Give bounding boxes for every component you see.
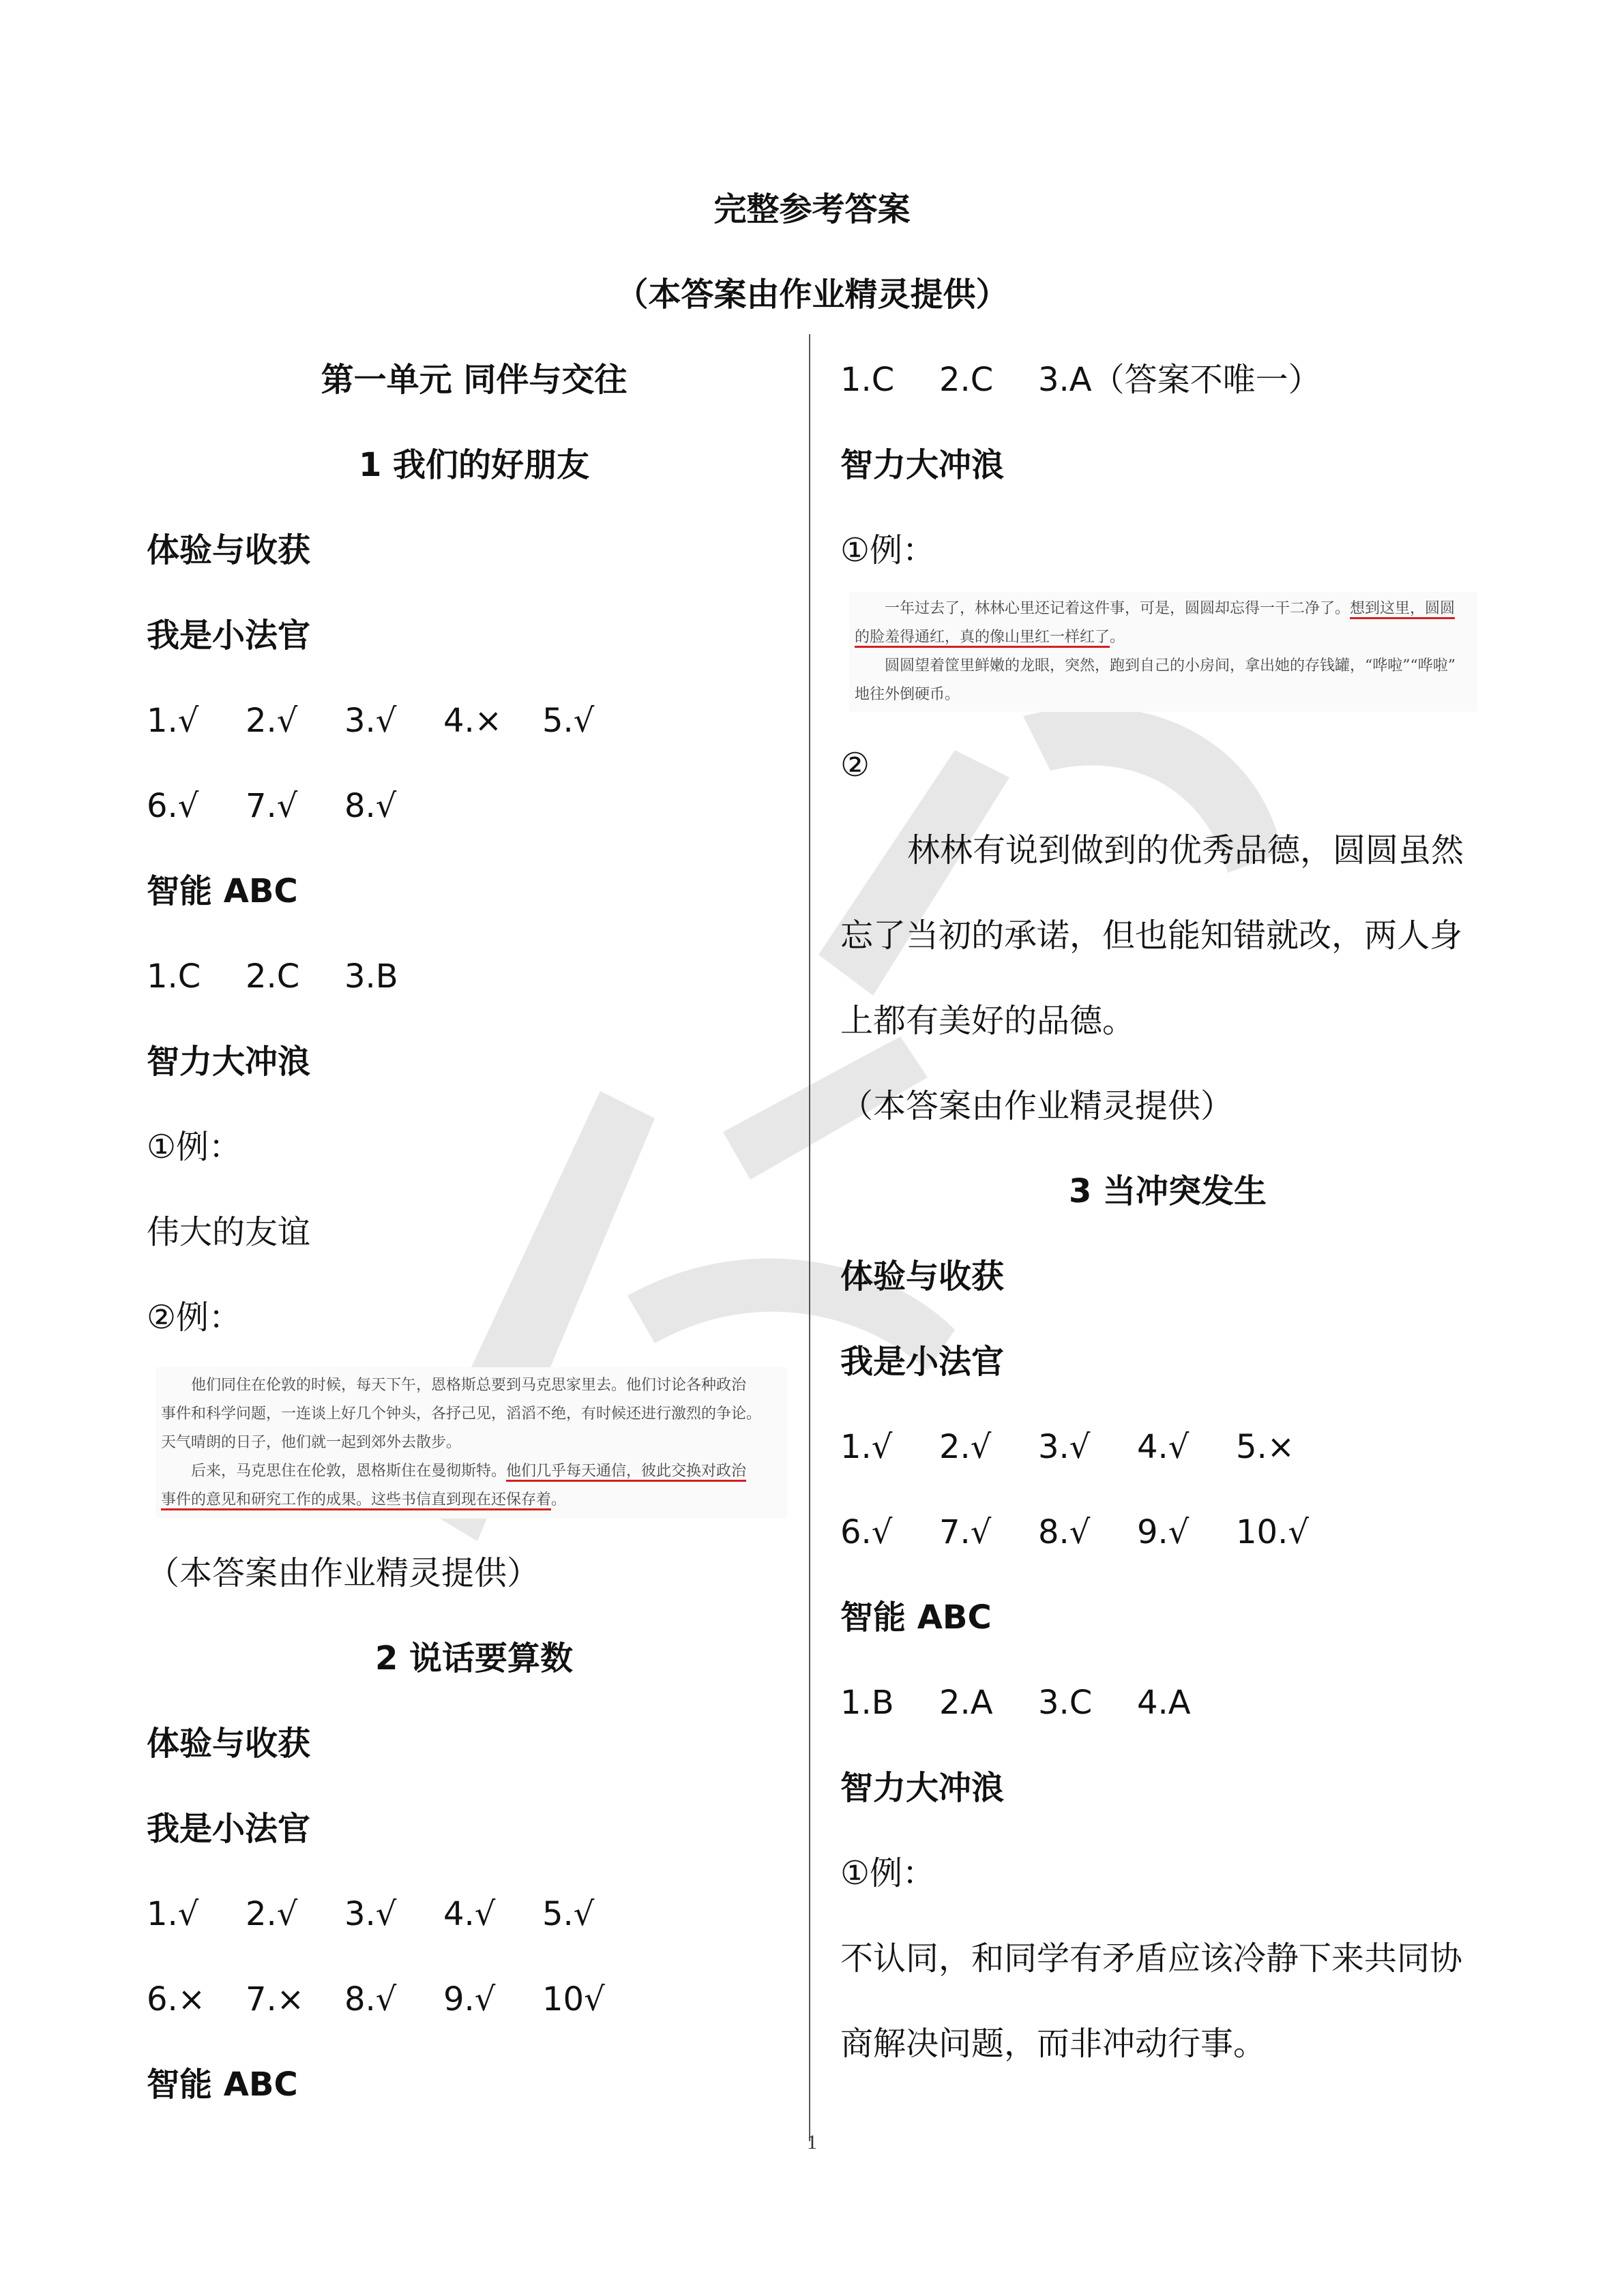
- excerpt-line: 地往外倒硬币。: [855, 686, 960, 703]
- lesson3-abc-title: 智能 ABC: [840, 1598, 992, 1637]
- lesson2-judge-row2: [147, 1978, 801, 2021]
- lesson2-example2-label: ②: [840, 746, 870, 784]
- answer-item: 3.A（答案不唯一）: [1038, 361, 1321, 399]
- page-number: 1: [807, 2131, 817, 2153]
- answer-item: 8.√: [1038, 1513, 1091, 1551]
- lesson1-example1-text: 伟大的友谊: [147, 1213, 311, 1251]
- answer-item: 2.√: [246, 1895, 298, 1933]
- answer-item: 6.√: [147, 787, 199, 825]
- answer-item: 10.√: [1236, 1513, 1309, 1551]
- answer-item: 1.C: [147, 957, 201, 996]
- lesson1-judge-row1: [147, 699, 801, 743]
- answer-item: 3.√: [344, 702, 397, 740]
- lesson1-credit: （本答案由作业精灵提供）: [147, 1554, 540, 1592]
- lesson1-judge-row2: [147, 784, 801, 828]
- lesson1-abc-row: [147, 955, 801, 998]
- lesson2-credit: （本答案由作业精灵提供）: [840, 1087, 1234, 1125]
- lesson1-example2-label: ②例：: [147, 1298, 242, 1337]
- answer-item: 7.√: [246, 787, 298, 825]
- answer-item: 5.√: [542, 1895, 595, 1933]
- lesson1-section-experience: 体验与收获: [147, 531, 311, 569]
- answer-item: 4.√: [443, 1895, 496, 1933]
- lesson3-judge-row2: [840, 1510, 1495, 1554]
- lesson3-example1-label: ①例：: [840, 1854, 936, 1892]
- answer-item: 4.×: [443, 702, 503, 740]
- answer-item: 1.B: [840, 1684, 894, 1722]
- lesson2-wave-title: 智力大冲浪: [840, 446, 1005, 484]
- lesson2-judge-row1: [147, 1892, 801, 1936]
- lesson1-text-excerpt: [156, 1367, 787, 1519]
- answer-item: 3.√: [1038, 1428, 1091, 1466]
- lesson1-title: 1 我们的好朋友: [358, 446, 590, 484]
- excerpt-line: 圆圆望着筐里鲜嫩的龙眼，突然，跑到自己的小房间，拿出她的存钱罐，“哗啦”“哗啦”: [885, 657, 1456, 674]
- lesson2-example1-label: ①例：: [840, 531, 936, 569]
- excerpt-line: 他们同住在伦敦的时候，每天下午，恩格斯总要到马克思家里去。他们讨论各种政治: [191, 1377, 747, 1394]
- answer-item: 6.√: [840, 1513, 893, 1551]
- excerpt-text: 。: [1110, 629, 1125, 646]
- excerpt-underlined-text: 他们几乎每天通信，彼此交换对政治: [506, 1463, 746, 1482]
- excerpt-line: [855, 623, 1472, 652]
- lesson1-example1-label: ①例：: [147, 1128, 242, 1166]
- excerpt-text: 后来，马克思住在伦敦，恩格斯住在曼彻斯特。: [191, 1463, 507, 1480]
- document-title: 完整参考答案: [713, 190, 911, 228]
- lesson3-answer-line2: 商解决问题，而非冲动行事。: [840, 2025, 1267, 2063]
- excerpt-underlined-text: 事件的意见和研究工作的成果。这些书信直到现在还保存着: [161, 1491, 551, 1510]
- lesson2-section-judge: 我是小法官: [147, 1810, 311, 1848]
- answer-item: 4.√: [1137, 1428, 1190, 1466]
- excerpt-text: 。: [551, 1491, 567, 1508]
- answer-item: 1.√: [147, 702, 199, 740]
- document-subtitle: （本答案由作业精灵提供）: [615, 275, 1009, 314]
- lesson2-text-excerpt: [849, 592, 1477, 712]
- unit-title: 第一单元 同伴与交往: [321, 361, 628, 399]
- answer-item: 2.C: [246, 957, 300, 996]
- answer-item: 3.C: [1038, 1684, 1093, 1722]
- excerpt-underlined-text: 想到这里，圆圆: [1350, 600, 1455, 619]
- answer-item: 2.√: [246, 702, 298, 740]
- excerpt-underlined-text: 的脸羞得通红，真的像山里红一样红了: [855, 629, 1110, 648]
- answer-item: 3.√: [344, 1895, 397, 1933]
- answer-item: 9.√: [1137, 1513, 1190, 1551]
- lesson3-title: 3 当冲突发生: [1068, 1172, 1267, 1210]
- lesson3-wave-title: 智力大冲浪: [840, 1769, 1005, 1807]
- lesson3-answer-line1: 不认同，和同学有矛盾应该冷静下来共同协: [840, 1939, 1463, 1978]
- answer-item: 3.B: [344, 957, 398, 996]
- lesson3-judge-row1: [840, 1425, 1495, 1469]
- excerpt-line: 天气晴朗的日子，他们就一起到郊外去散步。: [161, 1434, 462, 1451]
- lesson2-abc-row: [840, 358, 1495, 402]
- lesson2-abc-title: 智能 ABC: [147, 2066, 298, 2104]
- excerpt-line: [161, 1457, 782, 1486]
- answer-item: 8.√: [344, 1980, 397, 2018]
- lesson2-answer-line2: 忘了当初的承诺，但也能知错就改，两人身: [840, 916, 1463, 955]
- column-divider: [809, 334, 810, 2141]
- answer-item: 1.√: [147, 1895, 199, 1933]
- lesson3-abc-row: [840, 1681, 1495, 1725]
- lesson3-section-experience: 体验与收获: [840, 1257, 1005, 1296]
- excerpt-line: [855, 595, 1472, 623]
- excerpt-text: 一年过去了，林林心里还记着这件事，可是，圆圆却忘得一干二净了。: [885, 600, 1350, 617]
- lesson1-abc-title: 智能 ABC: [147, 872, 298, 910]
- lesson1-wave-title: 智力大冲浪: [147, 1043, 311, 1081]
- answer-item: 2.A: [939, 1684, 993, 1722]
- lesson3-section-judge: 我是小法官: [840, 1343, 1005, 1381]
- answer-item: 9.√: [443, 1980, 496, 2018]
- lesson2-title: 2 说话要算数: [374, 1639, 574, 1678]
- answer-item: 7.×: [246, 1980, 305, 2018]
- lesson2-answer-line1: 林林有说到做到的优秀品德，圆圆虽然: [907, 831, 1464, 869]
- answer-item: 5.√: [542, 702, 595, 740]
- lesson2-section-experience: 体验与收获: [147, 1725, 311, 1763]
- lesson1-section-judge: 我是小法官: [147, 616, 311, 655]
- answer-item: 7.√: [939, 1513, 992, 1551]
- answer-item: 8.√: [344, 787, 397, 825]
- answer-item: 2.√: [939, 1428, 992, 1466]
- answer-item: 1.√: [840, 1428, 893, 1466]
- answer-item: 4.A: [1137, 1684, 1191, 1722]
- answer-item: 5.×: [1236, 1428, 1295, 1466]
- excerpt-line: [161, 1486, 782, 1515]
- excerpt-line: 事件和科学问题，一连谈上好几个钟头，各抒己见，滔滔不绝，有时候还进行激烈的争论。: [161, 1405, 762, 1422]
- answer-item: 6.×: [147, 1980, 206, 2018]
- lesson2-answer-line3: 上都有美好的品德。: [840, 1002, 1136, 1040]
- answer-item: 10√: [542, 1980, 605, 2018]
- answer-item: 2.C: [939, 361, 994, 399]
- answer-item: 1.C: [840, 361, 895, 399]
